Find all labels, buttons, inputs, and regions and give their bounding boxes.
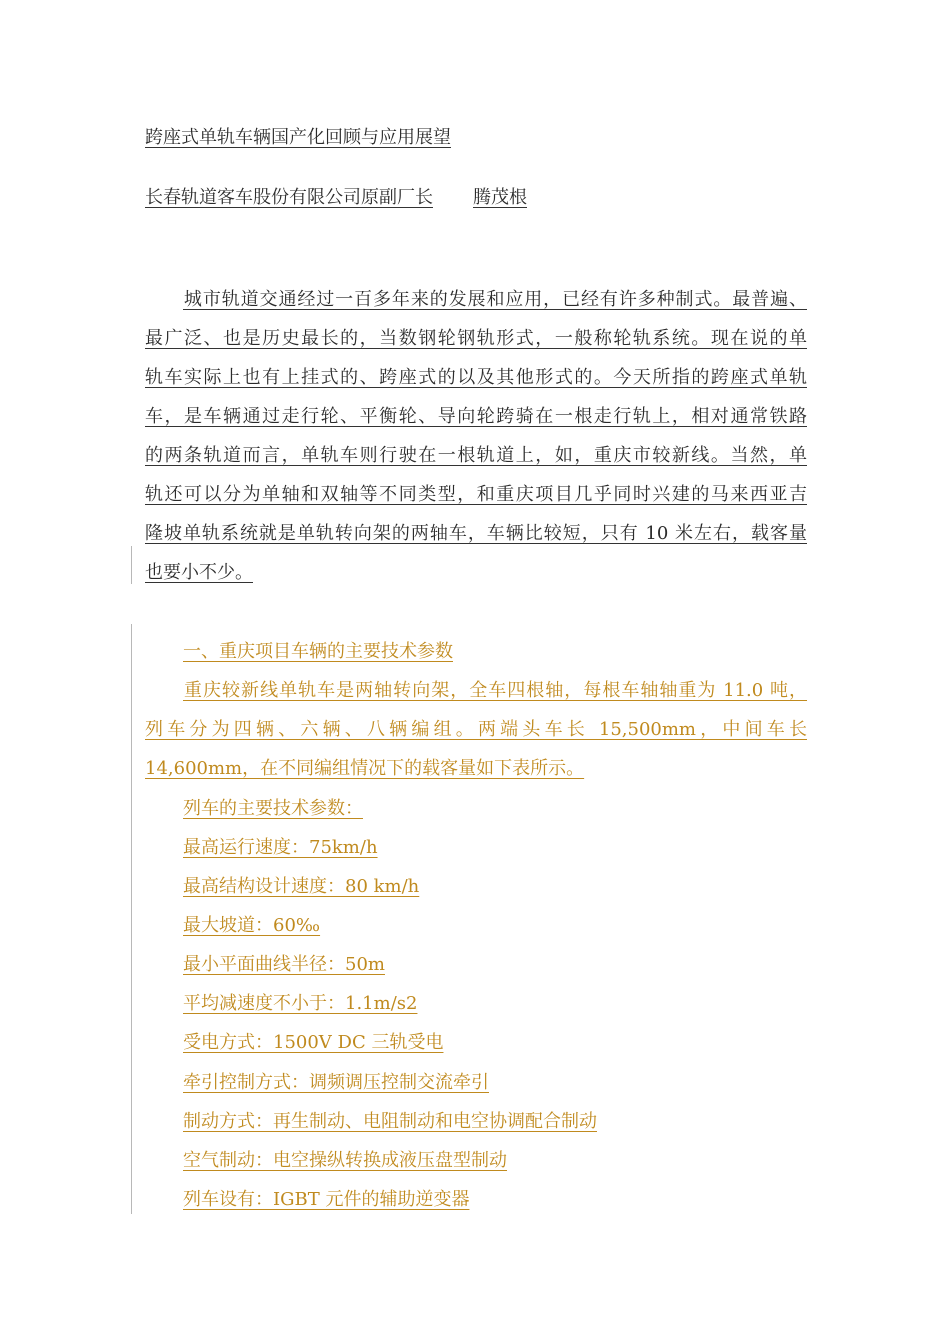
- section-para-line: 14,600mm，在不同编组情况下的载客量如下表所示。: [145, 758, 585, 779]
- param-item: 平均减速度不小于：1.1m/s2: [183, 993, 418, 1014]
- param-item: 最小平面曲线半径：50m: [183, 954, 385, 975]
- param-item: 制动方式：再生制动、电阻制动和电空协调配合制动: [183, 1111, 597, 1132]
- param-item: 最大坡道：60‰: [183, 915, 321, 936]
- section-heading: 一、重庆项目车辆的主要技术参数: [183, 641, 453, 662]
- document-title: 跨座式单轨车辆国产化回顾与应用展望: [145, 127, 451, 148]
- intro-line: 的两条轨道而言，单轨车则行驶在一根轨道上，如，重庆市较新线。当然，单: [145, 445, 807, 466]
- margin-marker: [131, 546, 132, 584]
- param-item: 空气制动：电空操纵转换成液压盘型制动: [183, 1150, 507, 1171]
- intro-line: 轨还可以分为单轴和双轴等不同类型，和重庆项目几乎同时兴建的马来西亚吉: [145, 484, 807, 505]
- param-item: 牵引控制方式：调频调压控制交流牵引: [183, 1072, 489, 1093]
- intro-line: 城市轨道交通经过一百多年来的发展和应用，已经有许多种制式。最普遍、: [183, 289, 807, 310]
- author-name: 腾茂根: [473, 187, 527, 208]
- intro-line: 车，是车辆通过走行轮、平衡轮、导向轮跨骑在一根走行轨上，相对通常铁路: [145, 406, 807, 427]
- intro-line: 轨车实际上也有上挂式的、跨座式的以及其他形式的。今天所指的跨座式单轨: [145, 367, 807, 388]
- param-item: 最高运行速度：75km/h: [183, 837, 378, 858]
- intro-line: 最广泛、也是历史最长的，当数钢轮钢轨形式，一般称轮轨系统。现在说的单: [145, 328, 807, 349]
- intro-line: 也要小不少。: [145, 562, 253, 583]
- param-item: 受电方式：1500V DC 三轨受电: [183, 1032, 444, 1053]
- author-line: [145, 186, 535, 210]
- section-para-line: 重庆较新线单轨车是两轴转向架，全车四根轴，每根车轴轴重为 11.0 吨，: [183, 680, 807, 701]
- params-heading: 列车的主要技术参数：: [183, 798, 363, 819]
- author-affiliation: 长春轨道客车股份有限公司原副厂长: [145, 187, 433, 208]
- intro-line: 隆坡单轨系统就是单轨转向架的两轴车，车辆比较短，只有 10 米左右，载客量: [145, 523, 807, 544]
- param-item: 最高结构设计速度：80 km/h: [183, 876, 420, 897]
- param-item: 列车设有：IGBT 元件的辅助逆变器: [183, 1189, 470, 1210]
- margin-marker: [131, 624, 132, 1214]
- section-para-line: 列车分为四辆、六辆、八辆编组。两端头车长 15,500mm，中间车长: [145, 719, 807, 740]
